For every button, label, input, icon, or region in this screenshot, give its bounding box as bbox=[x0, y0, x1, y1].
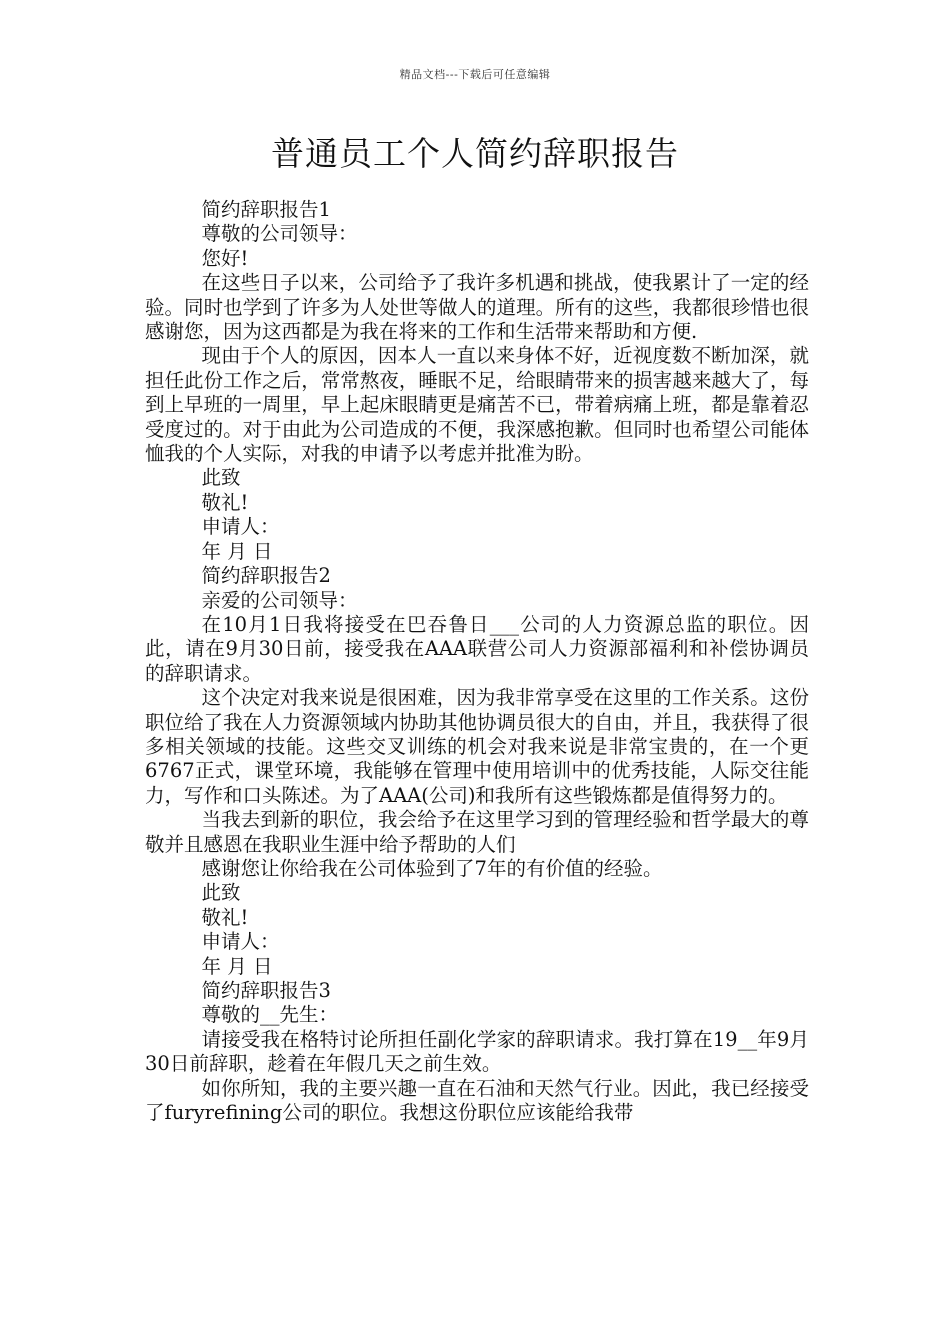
closing-line: 此致 bbox=[201, 466, 241, 490]
section-heading-1: 简约辞职报告1 bbox=[201, 198, 331, 221]
body-paragraph: 当我去到新的职位，我会给予在这里学习到的管理经验和哲学最大的尊敬并且感恩在我职业生涯中给予帮助的人们 bbox=[145, 808, 809, 856]
document-title: 普通员工个人简约辞职报告 bbox=[271, 134, 679, 173]
salutation-3: 尊敬的__先生： bbox=[201, 1003, 339, 1027]
document-body bbox=[145, 198, 809, 1125]
body-paragraph: 现由于个人的原因，因本人一直以来身体不好，近视度数不断加深，就担任此份工作之后，常常熬夜，睡眠不足，给眼睛带来的损害越来越大了，每到上早班的一周里，早上起床眼睛更是痛苦不已，带着病痛上班，都是靠着忍受度过的。对于由此为公司造成的不便，我深感抱歉。但同时也希望公司能体恤我的个人实际，对我的申请予以考虑并批准为盼。 bbox=[145, 344, 809, 466]
body-paragraph: 在10月1日我将接受在巴吞鲁日___公司的人力资源总监的职位。因此，请在9月30日前，接受我在AAA联营公司人力资源部福利和补偿协调员的辞职请求。 bbox=[145, 612, 809, 685]
closing-line: 此致 bbox=[201, 881, 241, 905]
body-paragraph: 如你所知，我的主要兴趣一直在石油和天然气行业。因此，我已经接受了furyrefining公司的职位。我想这份职位应该能给我带 bbox=[145, 1076, 809, 1125]
date-line: 年 月 日 bbox=[201, 539, 273, 563]
body-paragraph: 这个决定对我来说是很困难，因为我非常享受在这里的工作关系。这份职位给了我在人力资源领域内协助其他协调员很大的自由，并且，我获得了很多相关领域的技能。这些交叉训练的机会对我来说是非常宝贵的，在一个更6767正式，课堂环境，我能够在管理中使用培训中的优秀技能，人际交往能力，写作和口头陈述。为了AAA(公司)和我所有这些锻炼都是值得努力的。 bbox=[145, 686, 809, 807]
salutation-2: 亲爱的公司领导： bbox=[201, 588, 358, 612]
body-paragraph: 在这些日子以来，公司给予了我许多机遇和挑战，使我累计了一定的经验。同时也学到了许多为人处世等做人的道理。所有的这些，我都很珍惜也很感谢您，因为这西都是为我在将来的工作和生活带来帮助和方便. bbox=[145, 271, 809, 344]
salutation-1: 尊敬的公司领导： bbox=[201, 222, 358, 246]
applicant-line: 申请人： bbox=[201, 515, 280, 539]
section-heading-2: 简约辞职报告2 bbox=[201, 564, 331, 588]
date-line: 年 月 日 bbox=[201, 954, 273, 978]
greeting-1: 您好! bbox=[201, 246, 249, 270]
body-paragraph: 感谢您让你给我在公司体验到了7年的有价值的经验。 bbox=[201, 856, 663, 880]
section-heading-3: 简约辞职报告3 bbox=[201, 979, 331, 1002]
body-paragraph: 请接受我在格特讨论所担任副化学家的辞职请求。我打算在19__年9月30日前辞职，趁着在年假几天之前生效。 bbox=[145, 1027, 809, 1076]
closing-line: 敬礼! bbox=[201, 905, 249, 929]
applicant-line: 申请人： bbox=[201, 930, 280, 954]
page-header-note: 精品文档---下载后可任意编辑 bbox=[399, 68, 551, 81]
closing-line: 敬礼! bbox=[201, 490, 249, 514]
